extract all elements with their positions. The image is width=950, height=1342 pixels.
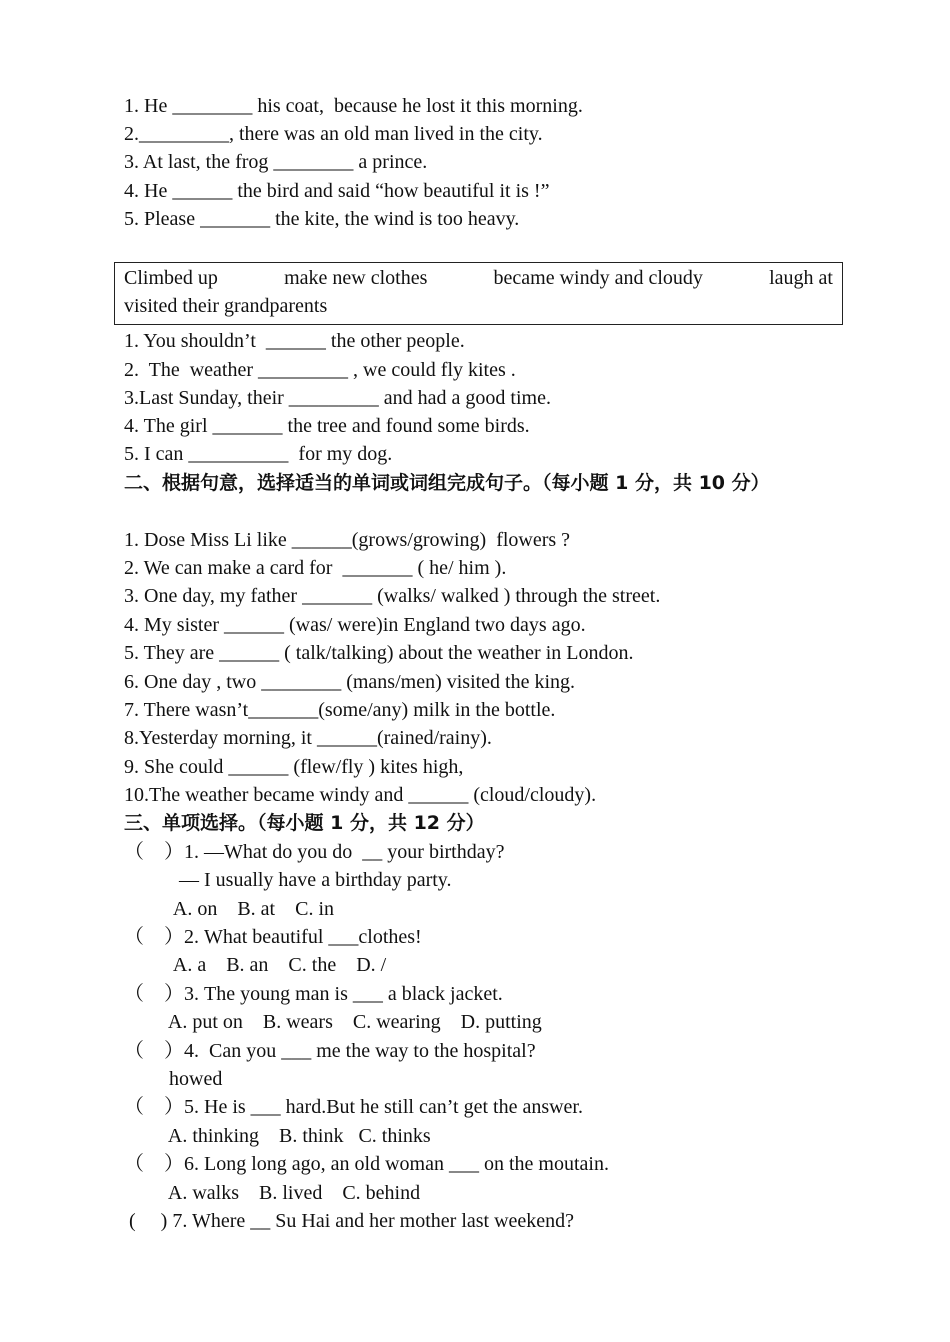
part1-sentence-4: 4. He ______ the bird and said “how beautiful it is !” xyxy=(124,180,550,202)
section2-item-1: 1. Dose Miss Li like ______(grows/growing) flowers ? xyxy=(124,529,571,551)
part1-sentence-3: 3. At last, the frog ________ a prince. xyxy=(124,151,428,173)
section2-item-2: 2. We can make a card for _______ ( he/ him ). xyxy=(124,557,507,579)
section2-item-4: 4. My sister ______ (was/ were)in England two days ago. xyxy=(124,614,586,636)
section3-line: — I usually have a birthday party. xyxy=(124,869,452,891)
section2-item-6: 6. One day , two ________ (mans/men) visited the king. xyxy=(124,671,576,693)
section2-heading: 二、根据句意，选择适当的单词或词组完成句子。（每小题 1 分，共 10 分） xyxy=(124,472,770,494)
section3-line: （ ）2. What beautiful ___clothes! xyxy=(124,926,422,948)
section2-item-7: 7. There wasn’t_______(some/any) milk in the bottle. xyxy=(124,699,556,721)
section3-line: ( ) 7. Where __ Su Hai and her mother last weekend? xyxy=(124,1210,575,1232)
section3-line: A. put on B. wears C. wearing D. putting xyxy=(124,1011,542,1033)
section3-line: A. thinking B. think C. thinks xyxy=(124,1125,431,1147)
section3-heading: 三、单项选择。（每小题 1 分，共 12 分） xyxy=(124,812,485,834)
section3-line: （ ）1. —What do you do __ your birthday? xyxy=(124,841,505,863)
section3-line: （ ）5. He is ___ hard.But he still can’t get the answer. xyxy=(124,1096,583,1118)
section3-line: （ ）3. The young man is ___ a black jacket. xyxy=(124,983,503,1005)
section2-item-8: 8.Yesterday morning, it ______(rained/rainy). xyxy=(124,727,492,749)
section2-item-5: 5. They are ______ ( talk/talking) about the weather in London. xyxy=(124,642,634,664)
part1b-sentence-2: 2. The weather _________ , we could fly kites . xyxy=(124,359,516,381)
word-bank-item: make new clothes xyxy=(284,267,428,289)
section2-item-3: 3. One day, my father _______ (walks/ walked ) through the street. xyxy=(124,585,661,607)
section3-line: A. on B. at C. in xyxy=(124,898,335,920)
part1-sentence-2: 2._________, there was an old man lived in the city. xyxy=(124,123,543,145)
part1-sentence-5: 5. Please _______ the kite, the wind is too heavy. xyxy=(124,208,520,230)
part1b-sentence-1: 1. You shouldn’t ______ the other people. xyxy=(124,330,465,352)
section2-item-9: 9. She could ______ (flew/fly ) kites high, xyxy=(124,756,464,778)
section3-line: （ ）4. Can you ___ me the way to the hospital? xyxy=(124,1040,536,1062)
section3-line: A. walks B. lived C. behind xyxy=(124,1182,421,1204)
word-bank-item: laugh at xyxy=(769,267,833,289)
word-bank-item: Climbed up xyxy=(124,267,218,289)
section3-line: howed xyxy=(124,1068,223,1090)
part1b-sentence-5: 5. I can __________ for my dog. xyxy=(124,443,393,465)
section2-item-10: 10.The weather became windy and ______ (cloud/cloudy). xyxy=(124,784,597,806)
word-bank-box xyxy=(114,262,843,325)
part1b-sentence-3: 3.Last Sunday, their _________ and had a good time. xyxy=(124,387,551,409)
section3-line: （ ）6. Long long ago, an old woman ___ on the moutain. xyxy=(124,1153,609,1175)
word-bank-item: became windy and cloudy xyxy=(493,267,703,289)
word-bank-item: visited their grandparents xyxy=(124,295,328,317)
part1-sentence-1: 1. He ________ his coat, because he lost it this morning. xyxy=(124,95,583,117)
part1b-sentence-4: 4. The girl _______ the tree and found some birds. xyxy=(124,415,530,437)
section3-line: A. a B. an C. the D. / xyxy=(124,954,387,976)
word-bank-row-1 xyxy=(124,264,833,292)
